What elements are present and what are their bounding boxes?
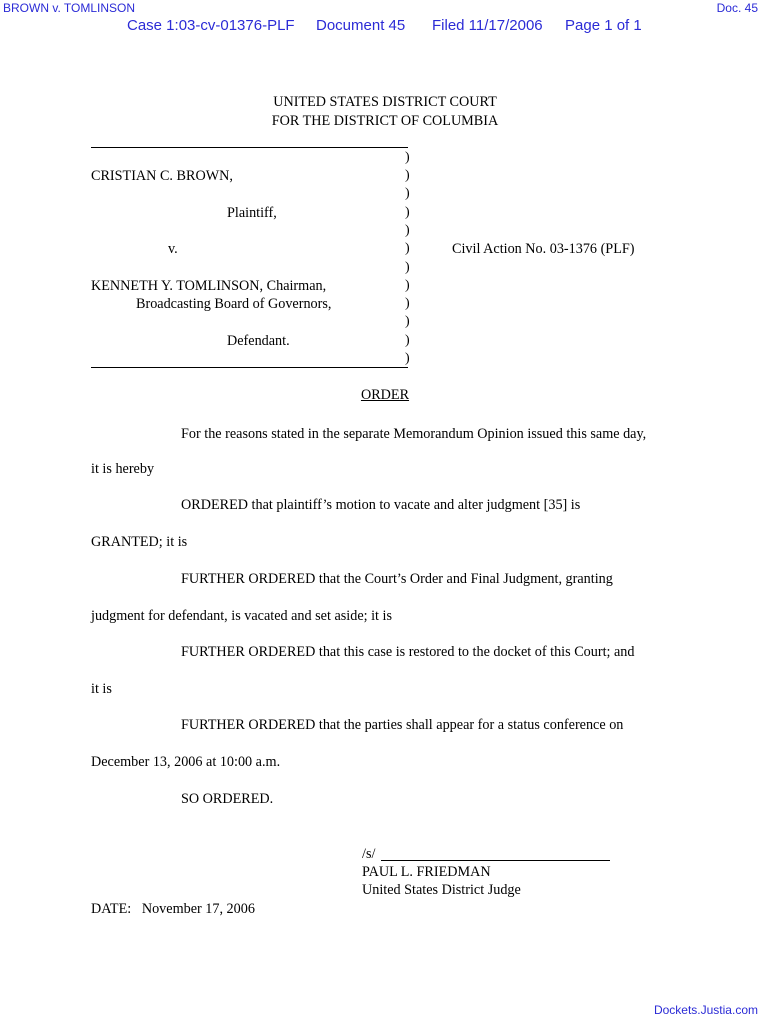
order-line: it is hereby [91,461,155,477]
versus: v. [168,241,178,257]
caption-top-rule [91,147,408,148]
order-line: it is [91,681,112,697]
defendant-name: KENNETH Y. TOMLINSON, Chairman, [91,278,327,294]
civil-action-number: Civil Action No. 03-1376 (PLF) [452,241,635,257]
page-indicator: Page 1 of 1 [565,17,642,34]
order-line: GRANTED; it is [91,534,188,550]
court-district: FOR THE DISTRICT OF COLUMBIA [271,113,499,129]
order-line: judgment for defendant, is vacated and set aside; it is [91,608,392,624]
case-number: Case 1:03-cv-01376-PLF [127,17,295,34]
court-name: UNITED STATES DISTRICT COURT [273,94,497,110]
order-line: FURTHER ORDERED that the Court’s Order and Final Judgment, granting [181,571,613,587]
plaintiff-name: CRISTIAN C. BROWN, [91,168,233,184]
docket-number-link[interactable]: Doc. 45 [716,1,758,15]
order-line: ORDERED that plaintiff’s motion to vacate and alter judgment [35] is [181,497,581,513]
justia-link[interactable]: Dockets.Justia.com [653,1003,758,1017]
plaintiff-role: Plaintiff, [227,205,277,221]
document-number: Document 45 [316,17,406,34]
order-title: ORDER [360,387,410,403]
filed-date: Filed 11/17/2006 [432,17,543,34]
so-ordered: SO ORDERED. [181,791,274,807]
order-date: DATE: November 17, 2006 [91,901,255,917]
docket-title-link[interactable]: BROWN v. TOMLINSON [3,1,136,15]
defendant-title: Broadcasting Board of Governors, [136,296,332,312]
order-line: December 13, 2006 at 10:00 a.m. [91,754,281,770]
signature-line [381,860,610,861]
judge-title: United States District Judge [362,882,521,898]
order-line: For the reasons stated in the separate Memorandum Opinion issued this same day, [181,426,647,442]
order-line: FURTHER ORDERED that this case is restored to the docket of this Court; and [181,644,635,660]
defendant-role: Defendant. [227,333,290,349]
judge-name: PAUL L. FRIEDMAN [362,864,491,880]
order-line: FURTHER ORDERED that the parties shall appear for a status conference on [181,717,624,733]
signature-mark: /s/ [362,846,376,862]
caption-bottom-rule [91,367,408,368]
